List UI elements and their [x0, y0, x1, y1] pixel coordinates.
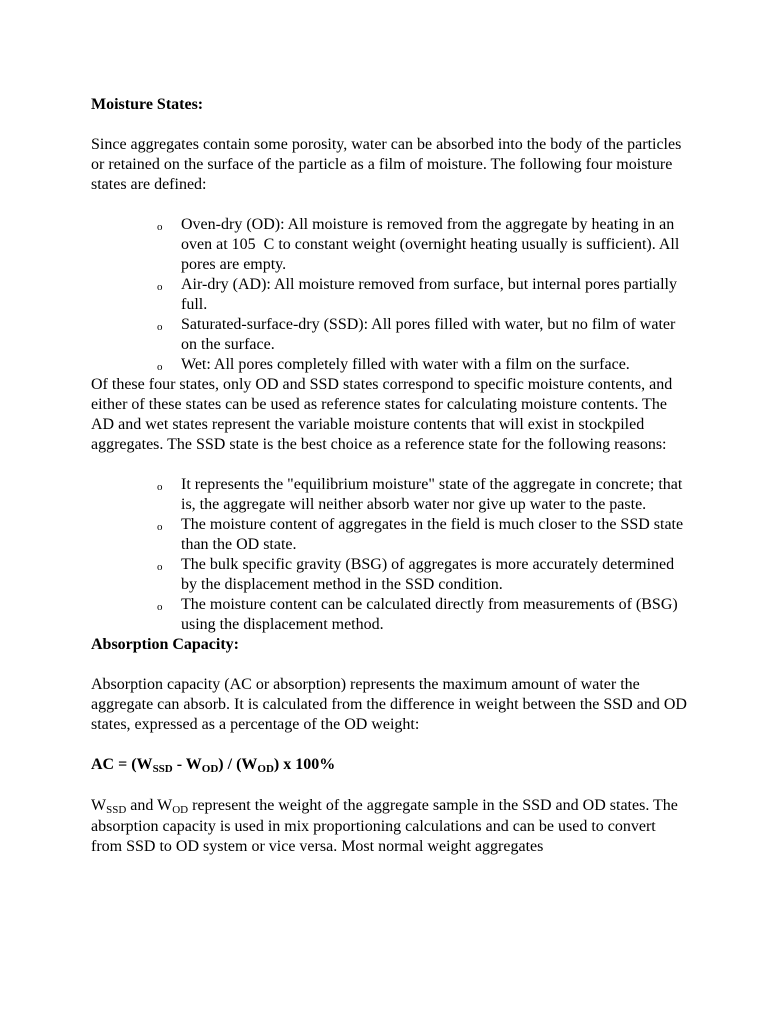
variable-symbol: W — [91, 797, 107, 814]
moisture-intro-paragraph: Since aggregates contain some porosity, water can be absorbed into the body of the particles or retained on the surface of the particle as a film of moisture. The following four moisture states are defined: — [91, 136, 682, 193]
variable-subscript: OD — [172, 804, 189, 816]
list-item — [157, 515, 688, 555]
ssd-reasons-list — [91, 475, 688, 635]
variable-subscript: SSD — [106, 804, 127, 816]
bullet-marker: o — [157, 521, 163, 533]
bullet-marker: o — [157, 281, 163, 293]
absorption-formula — [91, 755, 688, 776]
reference-state-paragraph: Of these four states, only OD and SSD states correspond to specific moisture contents, and either of these states can be used as reference states for calculating moisture contents. The AD and wet states represent the variable moisture contents that will exist in stockpiled aggregates. The SSD state is the best choice as a reference state for the following reasons: — [91, 376, 673, 453]
formula-subscript: SSD — [152, 763, 173, 775]
list-item-text: The bulk specific gravity (BSG) of aggregates is more accurately determined by the displacement method in the SSD condition. — [181, 556, 679, 593]
list-item-text: The moisture content of aggregates in the field is much closer to the SSD state than the OD state. — [181, 516, 688, 553]
list-item-text: Oven-dry (OD): All moisture is removed from the aggregate by heating in an oven at 105 C to constant weight (overnight heating usually is sufficient). All pores are empty. — [181, 216, 684, 273]
list-item — [157, 315, 688, 355]
bullet-marker: o — [157, 221, 163, 233]
formula-text: AC = (W — [91, 756, 153, 773]
formula-subscript: OD — [201, 763, 219, 775]
list-item — [157, 555, 688, 595]
list-item — [157, 275, 688, 315]
bullet-marker: o — [157, 601, 163, 613]
formula-text: - W — [172, 756, 202, 773]
absorption-definition-paragraph: Absorption capacity (AC or absorption) represents the maximum amount of water the aggregate can absorb. It is calculated from the difference in weight between the SSD and OD states, expressed as a percentage of the OD weight: — [91, 676, 687, 733]
list-item — [157, 215, 688, 275]
bullet-marker: o — [157, 561, 163, 573]
list-item-text: It represents the "equilibrium moisture" state of the aggregate in concrete; that is, the aggregate will neither absorb water nor give up water to the paste. — [181, 476, 687, 513]
formula-text: ) x 100% — [273, 756, 336, 773]
explanation-text: and W — [126, 797, 173, 814]
absorption-explanation-paragraph — [91, 796, 688, 857]
list-item — [157, 595, 688, 635]
moisture-states-list — [91, 215, 688, 375]
bullet-marker: o — [157, 321, 163, 333]
moisture-states-heading: Moisture States: — [91, 96, 204, 113]
list-item-text: The moisture content can be calculated directly from measurements of (BSG) using the displacement method. — [181, 596, 682, 633]
bullet-marker: o — [157, 361, 163, 373]
list-item-text: Air-dry (AD): All moisture removed from surface, but internal pores partially full. — [181, 276, 681, 313]
list-item — [157, 475, 688, 515]
list-item — [157, 355, 688, 375]
explanation-text: represent the weight of the aggregate sample in the SSD and OD states. The absorption capacity is used in mix proportioning calculations and can be used to convert from SSD to OD system or vice versa. Most normal weight aggregates — [91, 797, 678, 855]
bullet-marker: o — [157, 481, 163, 493]
list-item-text: Wet: All pores completely filled with water with a film on the surface. — [181, 356, 630, 373]
list-item-text: Saturated-surface-dry (SSD): All pores filled with water, but no film of water on the surface. — [181, 316, 680, 353]
formula-subscript: OD — [257, 763, 274, 775]
formula-text: ) / (W — [218, 756, 258, 773]
absorption-capacity-heading: Absorption Capacity: — [91, 636, 240, 653]
